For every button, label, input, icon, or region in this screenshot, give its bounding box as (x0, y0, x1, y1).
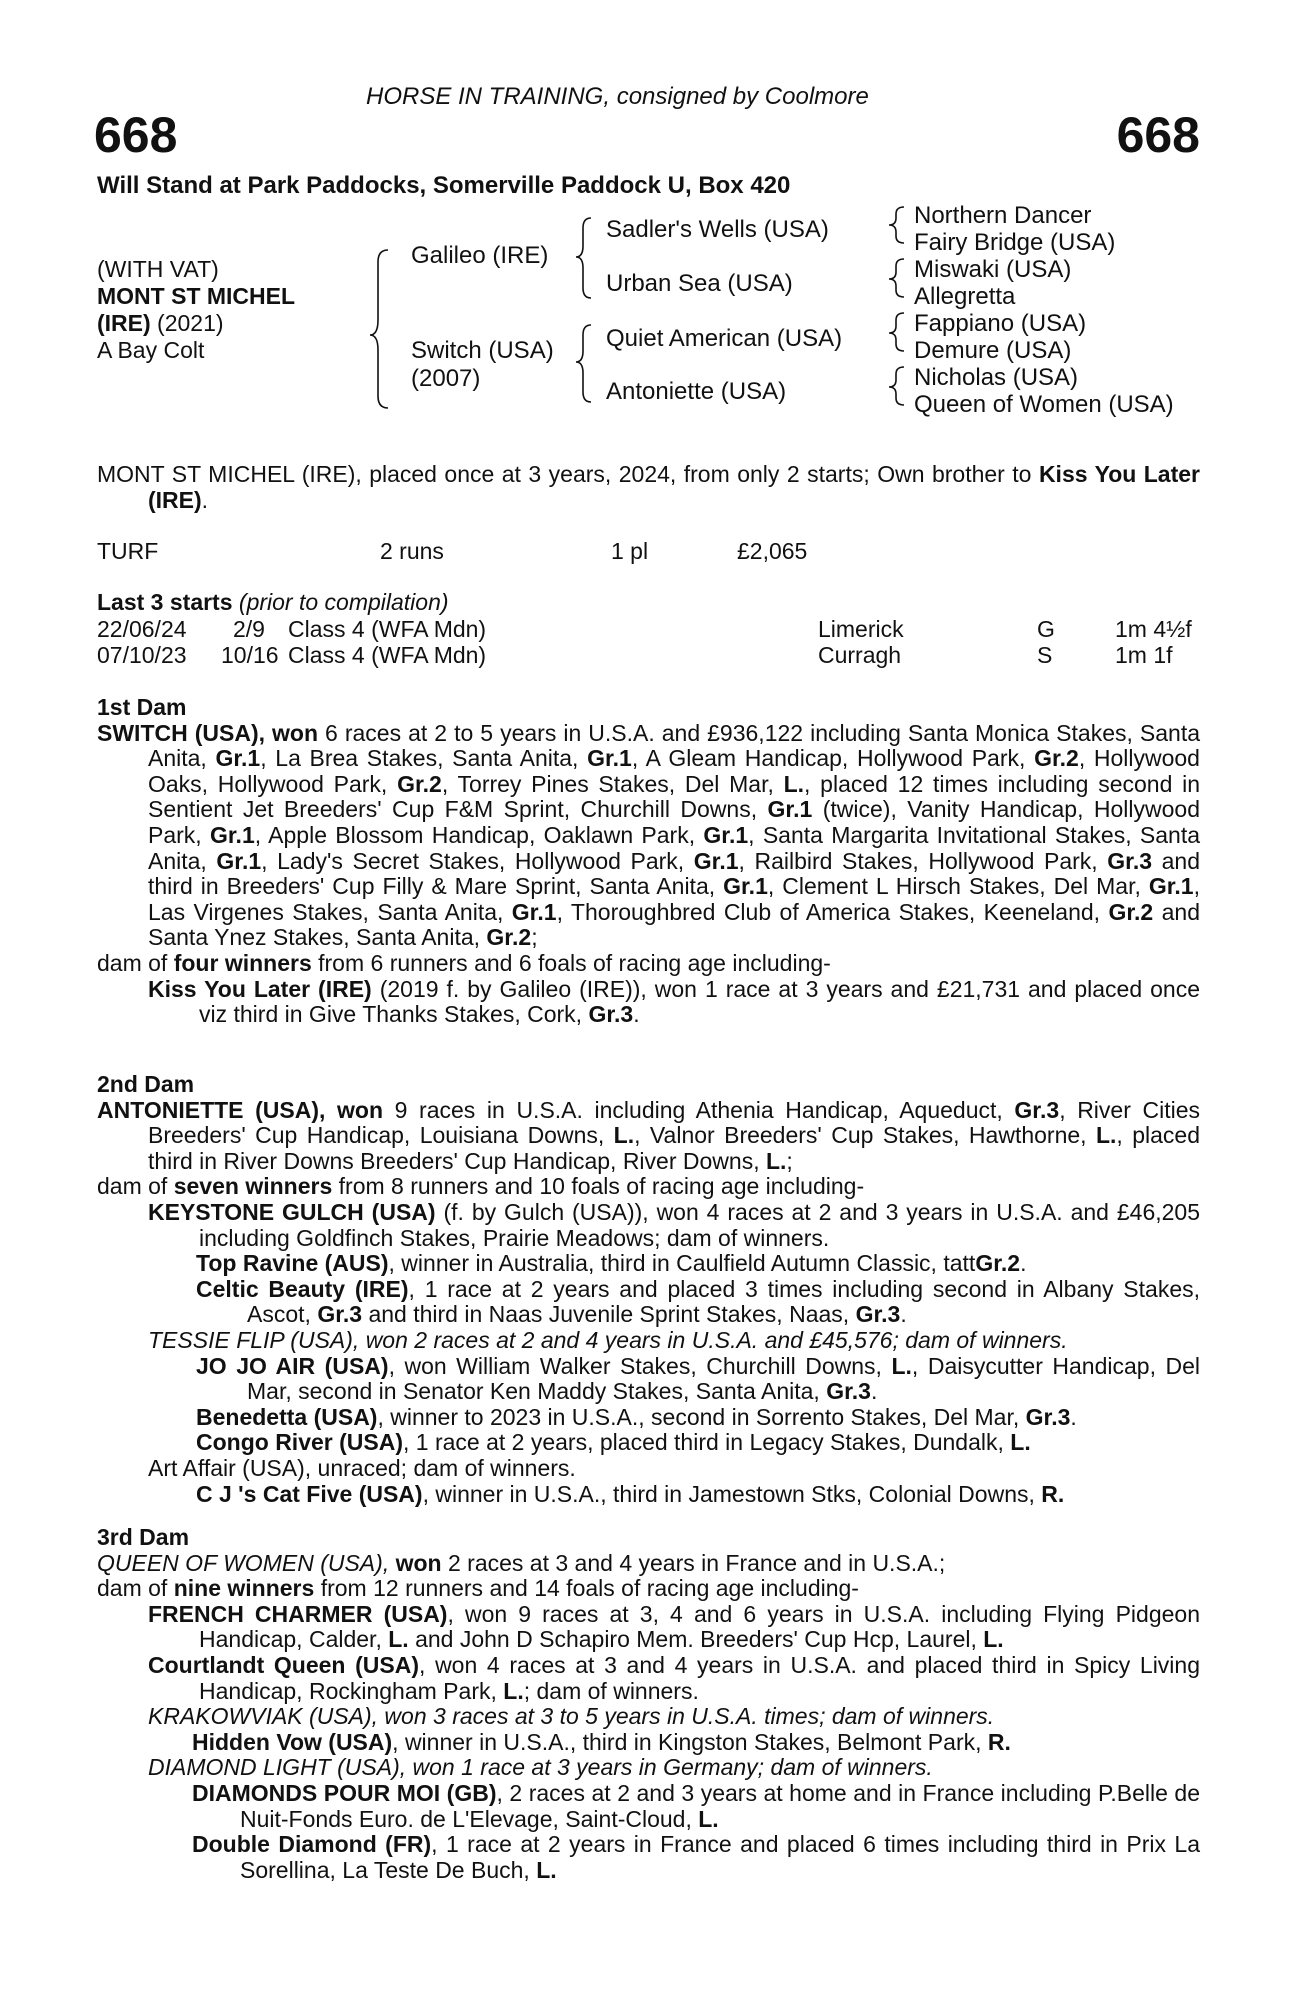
vat-label: (WITH VAT) (97, 256, 219, 282)
ped-g7: Nicholas (USA) (914, 364, 1079, 391)
ped-g4: Allegretta (914, 283, 1016, 310)
ped-sire-dam: Urban Sea (USA) (606, 270, 793, 297)
start-position: 2/9 (233, 616, 265, 642)
start-race: Class 4 (WFA Mdn) (288, 616, 487, 642)
brace-g4 (889, 367, 904, 405)
produce-krakowviak: KRAKOWVIAK (USA), won 3 races at 3 to 5 years in U.S.A. times; dam of winners. (148, 1703, 995, 1730)
ped-g5: Fappiano (USA) (914, 310, 1087, 337)
produce-jo-jo-air: JO JO AIR (USA), won William Walker Stakes, Churchill Downs, L., Daisycutter Handicap, Del Mar, second in Senator Ken Maddy Stakes, Santa Anita, Gr.3. (196, 1352, 1200, 1405)
start-going: G (1037, 616, 1055, 642)
brace-sire (576, 218, 591, 298)
lot-number-left: 668 (94, 107, 178, 163)
first-dam-name: SWITCH (USA) (97, 719, 259, 746)
brace-dam (576, 325, 591, 402)
produce-kiss-you-later: Kiss You Later (IRE) (2019 f. by Galileo (IRE)), won 1 race at 3 years and £21,731 and placed once viz third in Give Thanks Stakes, Cork, Gr.3. (148, 975, 1200, 1028)
first-dam-heading: 1st Dam (97, 694, 187, 720)
last-starts-title: Last 3 starts (97, 589, 233, 615)
produce-benedetta: Benedetta (USA), winner to 2023 in U.S.A., second in Sorrento Stakes, Del Mar, Gr.3. (196, 1403, 1077, 1430)
summary-brother: Kiss You Later (IRE) (148, 461, 1200, 513)
pedigree-braces (0, 0, 1315, 420)
produce-art-affair: Art Affair (USA), unraced; dam of winners. (148, 1454, 576, 1481)
produce-top-ravine: Top Ravine (AUS), winner in Australia, third in Caulfield Autumn Classic, tattGr.2. (196, 1250, 1027, 1277)
ped-sire-sire: Sadler's Wells (USA) (606, 216, 829, 243)
first-dam-section (97, 695, 1200, 1028)
ped-g1: Northern Dancer (914, 202, 1092, 229)
last-starts-note: (prior to compilation) (232, 589, 449, 615)
produce-diamond-light: DIAMOND LIGHT (USA), won 1 race at 3 years in Germany; dam of winners. (148, 1754, 933, 1781)
start-date: 22/06/24 (97, 616, 187, 642)
record-earnings: £2,065 (737, 538, 808, 564)
record-surface: TURF (97, 538, 159, 564)
produce-french-charmer: FRENCH CHARMER (USA), won 9 races at 3, 4 and 6 years in U.S.A. including Flying Pidgeon Handicap, Calder, L. and John D Schapiro Mem. Breeders' Cup Hcp, Laurel, L. (148, 1600, 1200, 1653)
second-dam-heading: 2nd Dam (97, 1071, 195, 1097)
produce-diamonds-pour-moi: DIAMONDS POUR MOI (GB), 2 races at 2 and 3 years at home and in France including P.Belle de Nuit-Fonds Euro. de L'Elevage, Saint-Cloud, L. (192, 1779, 1200, 1832)
produce-tessie-flip: TESSIE FLIP (USA), won 2 races at 2 and 4 years in U.S.A. and £45,576; dam of winners. (148, 1326, 1068, 1353)
last-starts-heading (97, 590, 449, 616)
third-dam-heading: 3rd Dam (97, 1524, 190, 1550)
horse-country: (IRE) (97, 310, 151, 336)
record-runs: 2 runs (380, 538, 444, 564)
lot-number-right: 668 (1116, 107, 1200, 163)
first-dam-won: , won (258, 719, 319, 746)
produce-keystone-gulch: KEYSTONE GULCH (USA) (f. by Gulch (USA)), won 4 races at 2 and 3 years in U.S.A. and £46,205 including Goldfinch Stakes, Prairie Meadows; dam of winners. (148, 1198, 1201, 1251)
consignment-line: HORSE IN TRAINING, consigned by Coolmore (366, 83, 869, 110)
horse-name: MONT ST MICHEL (97, 283, 296, 309)
brace-main (370, 250, 388, 408)
start-race: Class 4 (WFA Mdn) (288, 642, 487, 668)
produce-courtlandt-queen: Courtlandt Queen (USA), won 4 races at 3 and 4 years in U.S.A. and placed third in Spicy Living Handicap, Rockingham Park, L.; dam of winners. (148, 1651, 1201, 1704)
summary-end: . (201, 486, 209, 513)
third-dam-section (97, 1525, 1200, 1883)
stand-location: Will Stand at Park Paddocks, Somerville Paddock U, Box 420 (97, 172, 791, 199)
produce-congo-river: Congo River (USA), 1 race at 2 years, placed third in Legacy Stakes, Dundalk, L. (196, 1429, 1031, 1456)
produce-cj-cat-five: C J 's Cat Five (USA), winner in U.S.A., third in Jamestown Stks, Colonial Downs, R. (196, 1480, 1065, 1507)
horse-description: A Bay Colt (97, 337, 205, 363)
produce-celtic-beauty: Celtic Beauty (IRE), 1 race at 2 years and placed 3 times including second in Albany Stakes, Ascot, Gr.3 and third in Naas Juvenile Sprint Stakes, Naas, Gr.3. (196, 1275, 1200, 1328)
second-dam-produce-summary: dam of seven winners from 8 runners and 10 foals of racing age including- (97, 1173, 865, 1200)
second-dam-section (97, 1072, 1200, 1507)
brace-g2 (889, 259, 904, 297)
ped-dam-year: (2007) (411, 365, 481, 392)
ped-g8: Queen of Women (USA) (914, 391, 1174, 418)
first-dam-record: SWITCH (USA), won 6 races at 2 to 5 years in U.S.A. and £936,122 including Santa Monica Stakes, Santa Anita, Gr.1, La Brea Stakes, Santa Anita, Gr.1, A Gleam Handicap, Hollywood Park, Gr.2, Hollywood Oaks, Hollywood Park, Gr.2, Torrey Pines Stakes, Del Mar, L., placed 12 times including second in Sentient Jet Breeders' Cup F&M Sprint, Churchill Downs, Gr.1 (twice), Vanity Handicap, Hollywood Park, Gr.1, Apple Blossom Handicap, Oaklawn Park, Gr.1, Santa Margarita Invitational Stakes, Santa Anita, Gr.1, Lady's Secret Stakes, Hollywood Park, Gr.1, Railbird Stakes, Hollywood Park, Gr.3 and third in Breeders' Cup Filly & Mare Sprint, Santa Anita, Gr.1, Clement L Hirsch Stakes, Del Mar, Gr.1, Las Virgenes Stakes, Santa Anita, Gr.1, Thoroughbred Club of America Stakes, Keeneland, Gr.2 and Santa Ynez Stakes, Santa Anita, Gr.2; (97, 719, 1201, 951)
start-going: S (1037, 642, 1053, 668)
ped-g2: Fairy Bridge (USA) (914, 229, 1116, 256)
horse-year: (2021) (150, 310, 224, 336)
start-date: 07/10/23 (97, 642, 187, 668)
summary-text: MONT ST MICHEL (IRE), placed once at 3 years, 2024, from only 2 starts; Own brother to (97, 461, 1039, 487)
ped-sire: Galileo (IRE) (411, 242, 549, 269)
third-dam-produce-summary: dam of nine winners from 12 runners and 14 foals of racing age including- (97, 1575, 859, 1602)
brace-g1 (889, 207, 904, 243)
start-distance: 1m 1f (1115, 642, 1173, 668)
summary-paragraph (97, 462, 1200, 513)
ped-dam: Switch (USA) (411, 337, 554, 364)
ped-g3: Miswaki (USA) (914, 256, 1072, 283)
third-dam-record: QUEEN OF WOMEN (USA), won 2 races at 3 and 4 years in France and in U.S.A.; (97, 1549, 946, 1576)
start-position: 10/16 (221, 642, 279, 668)
start-distance: 1m 4½f (1115, 616, 1192, 642)
brace-g3 (889, 313, 904, 351)
start-course: Limerick (818, 616, 904, 642)
produce-double-diamond: Double Diamond (FR), 1 race at 2 years in France and placed 6 times including third in Prix La Sorellina, La Teste De Buch, L. (192, 1831, 1200, 1883)
ped-dam-dam: Antoniette (USA) (606, 378, 787, 405)
start-course: Curragh (818, 642, 902, 668)
record-placings: 1 pl (611, 538, 649, 564)
first-dam-produce-summary: dam of four winners from 6 runners and 6 foals of racing age including- (97, 949, 831, 976)
produce-hidden-vow: Hidden Vow (USA), winner in U.S.A., third in Kingston Stakes, Belmont Park, R. (192, 1728, 1011, 1755)
ped-dam-sire: Quiet American (USA) (606, 325, 843, 352)
second-dam-record: ANTONIETTE (USA), won 9 races in U.S.A. including Athenia Handicap, Aqueduct, Gr.3, River Cities Breeders' Cup Handicap, Louisiana Downs, L., Valnor Breeders' Cup Stakes, Hawthorne, L., placed third in River Downs Breeders' Cup Handicap, River Downs, L.; (97, 1096, 1200, 1174)
ped-g6: Demure (USA) (914, 337, 1072, 364)
